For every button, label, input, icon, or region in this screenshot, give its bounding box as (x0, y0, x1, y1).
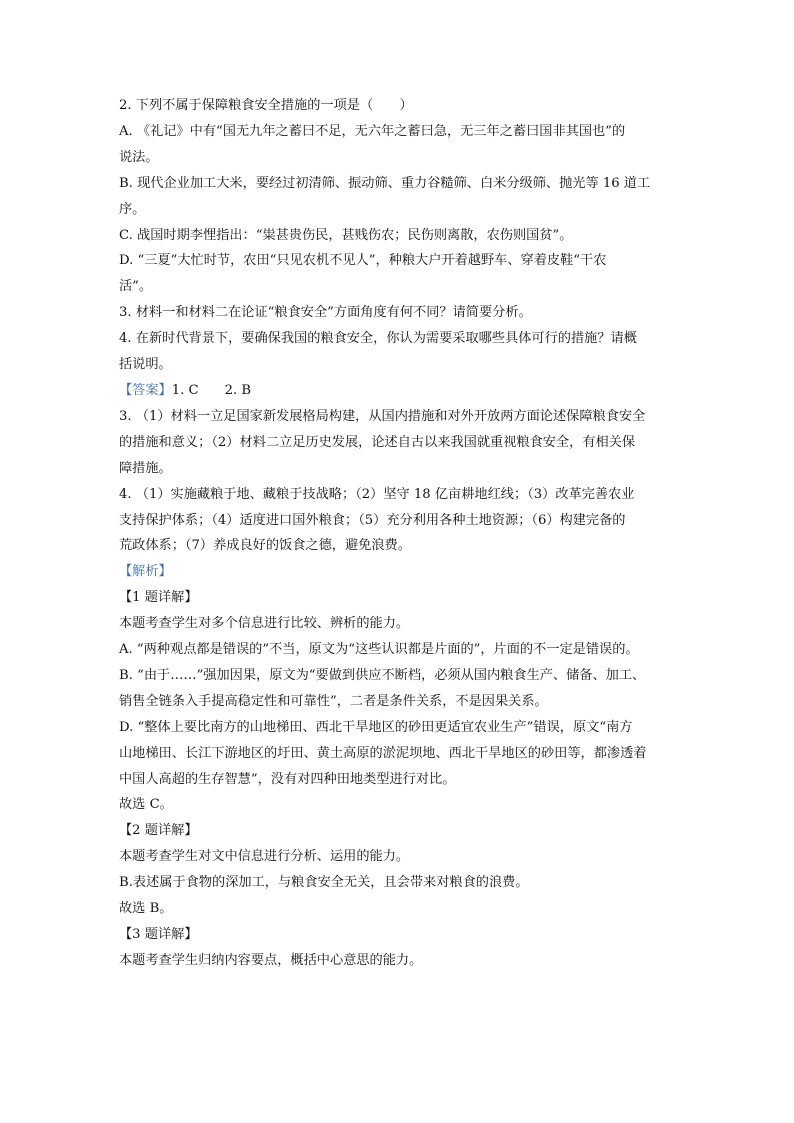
document-body (119, 93, 679, 974)
answer-row (119, 378, 679, 404)
detail-1-option-d-line-2: 山地梯田、长江下游地区的圩田、黄土高原的淤泥坝地、西北干旱地区的砂田等，都渗透着 (119, 745, 647, 761)
answer-4-line-2: 支持保护体系；（4）适度进口国外粮食；（5）充分利用各种土地资源；（6）构建完备的 (119, 512, 626, 528)
question-4-line-2: 括说明。 (119, 357, 172, 373)
detail-3-intro: 本题考查学生归纳内容要点，概括中心意思的能力。 (119, 952, 423, 968)
detail-2-intro: 本题考查学生对文中信息进行分析、运用的能力。 (119, 849, 410, 865)
option-a-line-1: A. 《礼记》中有“国无九年之蓄曰不足，无六年之蓄曰急，无三年之蓄曰国非其国也”的 (119, 123, 626, 139)
detail-2-choice: 故选 B。 (119, 901, 173, 917)
option-d-line-2: 活”。 (119, 279, 153, 295)
analysis-tag: 【解析】 (119, 564, 172, 580)
answer-1: 1. C (171, 382, 199, 398)
answer-3-line-1: 3. （1）材料一立足国家新发展格局构建，从国内措施和对外开放两方面论述保障粮食安全 (119, 408, 646, 424)
answer-2: 2. B (224, 382, 252, 398)
detail-1-option-d-line-3: 中国人高超的生存智慧”，没有对四种田地类型进行对比。 (119, 771, 456, 787)
option-c-line-1: C. 战国时期李悝指出：“粜甚贵伤民，甚贱伤农；民伤则离散，农伤则国贫”。 (119, 227, 573, 243)
detail-1-choice: 故选 C。 (119, 797, 173, 813)
answer-tag: 【答案】 (119, 382, 172, 398)
detail-2-option-b: B.表述属于食物的深加工，与粮食安全无关，且会带来对粮食的浪费。 (119, 875, 529, 891)
detail-1-intro: 本题考查学生对多个信息进行比较、辨析的能力。 (119, 616, 410, 632)
answer-4-line-1: 4. （1）实施藏粮于地、藏粮于技战略；（2）坚守 18 亿亩耕地红线；（3）改革完善农业 (119, 486, 635, 502)
detail-1-option-b-line-1: B. “由于……”强加因果，原文为“要做到供应不断档，必须从国内粮食生产、储备、加工、 (119, 667, 646, 683)
detail-2-heading: 【2 题详解】 (119, 823, 198, 839)
detail-1-heading: 【1 题详解】 (119, 590, 198, 606)
detail-1-option-a: A. “两种观点都是错误的”不当，原文为“这些认识都是片面的”，片面的不一定是错误的。 (119, 642, 639, 658)
detail-1-option-d-line-1: D. “整体上要比南方的山地梯田、西北干旱地区的砂田更适宜农业生产”错误，原文“南方 (119, 719, 633, 735)
question-4-line-1: 4. 在新时代背景下，要确保我国的粮食安全，你认为需要采取哪些具体可行的措施？请概 (119, 331, 637, 347)
question-3-stem: 3. 材料一和材料二在论证“粮食安全”方面角度有何不同？请简要分析。 (119, 305, 532, 321)
answer-4-line-3: 荒政体系；（7）养成良好的饭食之德，避免浪费。 (119, 538, 411, 554)
detail-1-option-b-line-2: 销售全链条入手提高稳定性和可靠性”，二者是条件关系，不是因果关系。 (119, 693, 548, 709)
answer-3-line-2: 的措施和意义；（2）材料二立足历史发展，论述自古以来我国就重视粮食安全，有相关保 (119, 434, 636, 450)
answer-3-line-3: 障措施。 (119, 460, 172, 476)
option-a-line-2: 说法。 (119, 149, 159, 165)
option-d-line-1: D. “三夏”大忙时节，农田“只见农机不见人”，种粮大户开着越野车、穿着皮鞋“干农 (119, 253, 607, 269)
option-b-line-1: B. 现代企业加工大米，要经过初清筛、振动筛、重力谷糙筛、白米分级筛、抛光等 16 道工 (119, 175, 651, 191)
detail-3-heading: 【3 题详解】 (119, 927, 198, 942)
question-2-stem: 2. 下列不属于保障粮食安全措施的一项是（ ） (119, 98, 413, 113)
option-b-line-2: 序。 (119, 201, 146, 217)
